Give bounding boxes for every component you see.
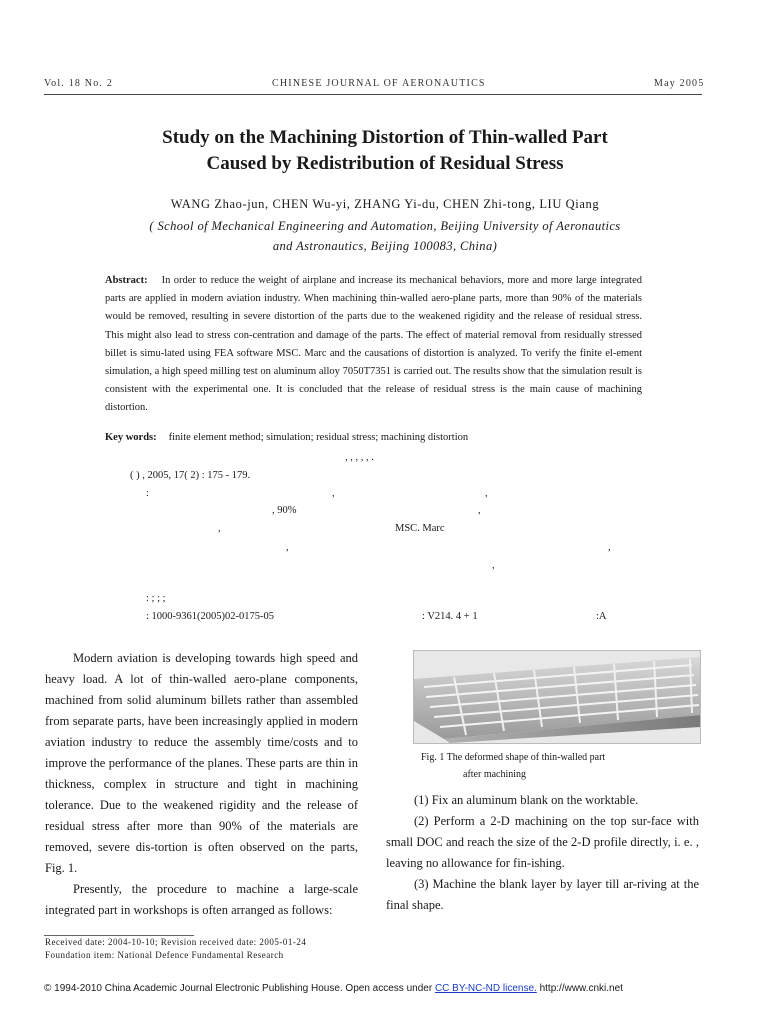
copyright-footer [44,983,734,994]
keywords-label: Key words: [105,432,157,443]
license-link[interactable]: CC BY-NC-ND license. [434,983,537,994]
chinese-punct: , [332,488,335,499]
figure-1-image [413,650,701,744]
chinese-punct: , [478,505,481,516]
footnote-received-date: Received date: 2004-10-10; Revision received date: 2005-01-24 [45,937,307,947]
chinese-punct: , [492,560,495,571]
procedure-step: (2) Perform a 2-D machining on the top sur-face with small DOC and reach the size of the 2-D profile directly, i. e. , leaving no allowance for fin-ishing. [386,814,699,870]
running-header-volume: Vol. 18 No. 2 [44,78,114,89]
keywords-text: finite element method; simulation; residual stress; machining distortion [168,432,469,443]
procedure-step: (1) Fix an aluminum blank on the worktable. [414,793,639,807]
paper-title [60,125,710,177]
chinese-software: MSC. Marc [395,523,445,534]
chinese-punct: , [608,542,611,553]
author-list: WANG Zhao-jun, CHEN Wu-yi, ZHANG Yi-du, CHEN Zhi-tong, LIU Qiang [170,197,600,211]
chinese-punct: , [286,542,289,553]
body-paragraph: Presently, the procedure to machine a large-scale integrated part in workshops is often arranged as follows: [45,882,358,917]
chinese-authors-punct: , , , , , . [345,452,374,463]
footnotes [45,936,306,962]
body-right-column [386,790,699,916]
abstract [105,272,642,418]
header-rule [44,94,702,95]
figure-caption-line-2: after machining [463,769,527,780]
footnote-foundation: Foundation item: National Defence Fundamental Research [45,950,284,960]
affiliation [60,216,710,256]
chinese-classification: : V214. 4 + 1 [422,611,478,622]
procedure-step: (3) Machine the blank layer by layer till ar-riving at the final shape. [386,877,699,912]
chinese-doc-code: :A [596,611,607,622]
chinese-citation: ( ) , 2005, 17( 2) : 175 - 179. [130,470,251,481]
chinese-keywords: : ; ; ; [146,593,166,604]
copyright-text: © 1994-2010 China Academic Journal Electronic Publishing House. Open access under [44,983,433,994]
title-line-1: Study on the Machining Distortion of Thin-walled Part [162,127,608,148]
figure-caption-line-1: Fig. 1 The deformed shape of thin-walled part [421,752,606,763]
running-header-date: May 2005 [654,78,705,89]
affiliation-line-2: and Astronautics, Beijing 100083, China) [272,239,498,253]
deformed-part-illustration [414,651,700,743]
abstract-label: Abstract: [105,275,148,286]
body-paragraph: Modern aviation is developing towards high speed and heavy load. A lot of thin-walled aero-plane components, machined from solid aluminum billets rather than assembled from separate parts, have been increasingly applied in modern aviation industry to reduce the assembly time/costs and to improve the performance of the planes. These parts are thin in thickness, complex in structure and tight in machining tolerance. Due to the weakened rigidity and the release of residual stress after more than 90% of the materials are removed, severe dis-tortion is often observed on the parts, Fig. 1. [45,651,358,875]
figure-1-caption [421,749,691,783]
running-header-journal: CHINESE JOURNAL OF AERONAUTICS [272,78,486,89]
body-left-column [45,648,358,921]
chinese-punct: , [485,488,488,499]
keywords [105,432,468,443]
site-url[interactable]: http://www.cnki.net [539,983,623,994]
chinese-percent: , 90% [272,505,297,516]
affiliation-line-1: ( School of Mechanical Engineering and Automation, Beijing University of Aeronautics [149,219,621,233]
chinese-article-id: : 1000-9361(2005)02-0175-05 [146,611,275,622]
chinese-abstract-label: : [146,488,149,499]
title-line-2: Caused by Redistribution of Residual Stress [206,153,564,174]
abstract-text: In order to reduce the weight of airplane and increase its mechanical behaviors, more and more large integrated parts are applied in modern aviation industry. When machining thin-walled aero-plane parts, more than 90% of the materials would be removed, resulting in severe distortion of the parts due to the weakened rigidity and the release of residual stress. This might also lead to stress con-centration and damage of the parts. The effect of material removal from residually stressed billet is simu-lated using FEA software MSC. Marc and the causations of distortion is analyzed. To verify the finite el-ement simulation, a high speed milling test on aluminum alloy 7050T7351 is carried out. The results show that the simulation result is consistent with the experimental one. It is concluded that the release of residual stress is the main cause of machining distortion. [105,275,642,414]
chinese-punct: , [218,523,221,534]
